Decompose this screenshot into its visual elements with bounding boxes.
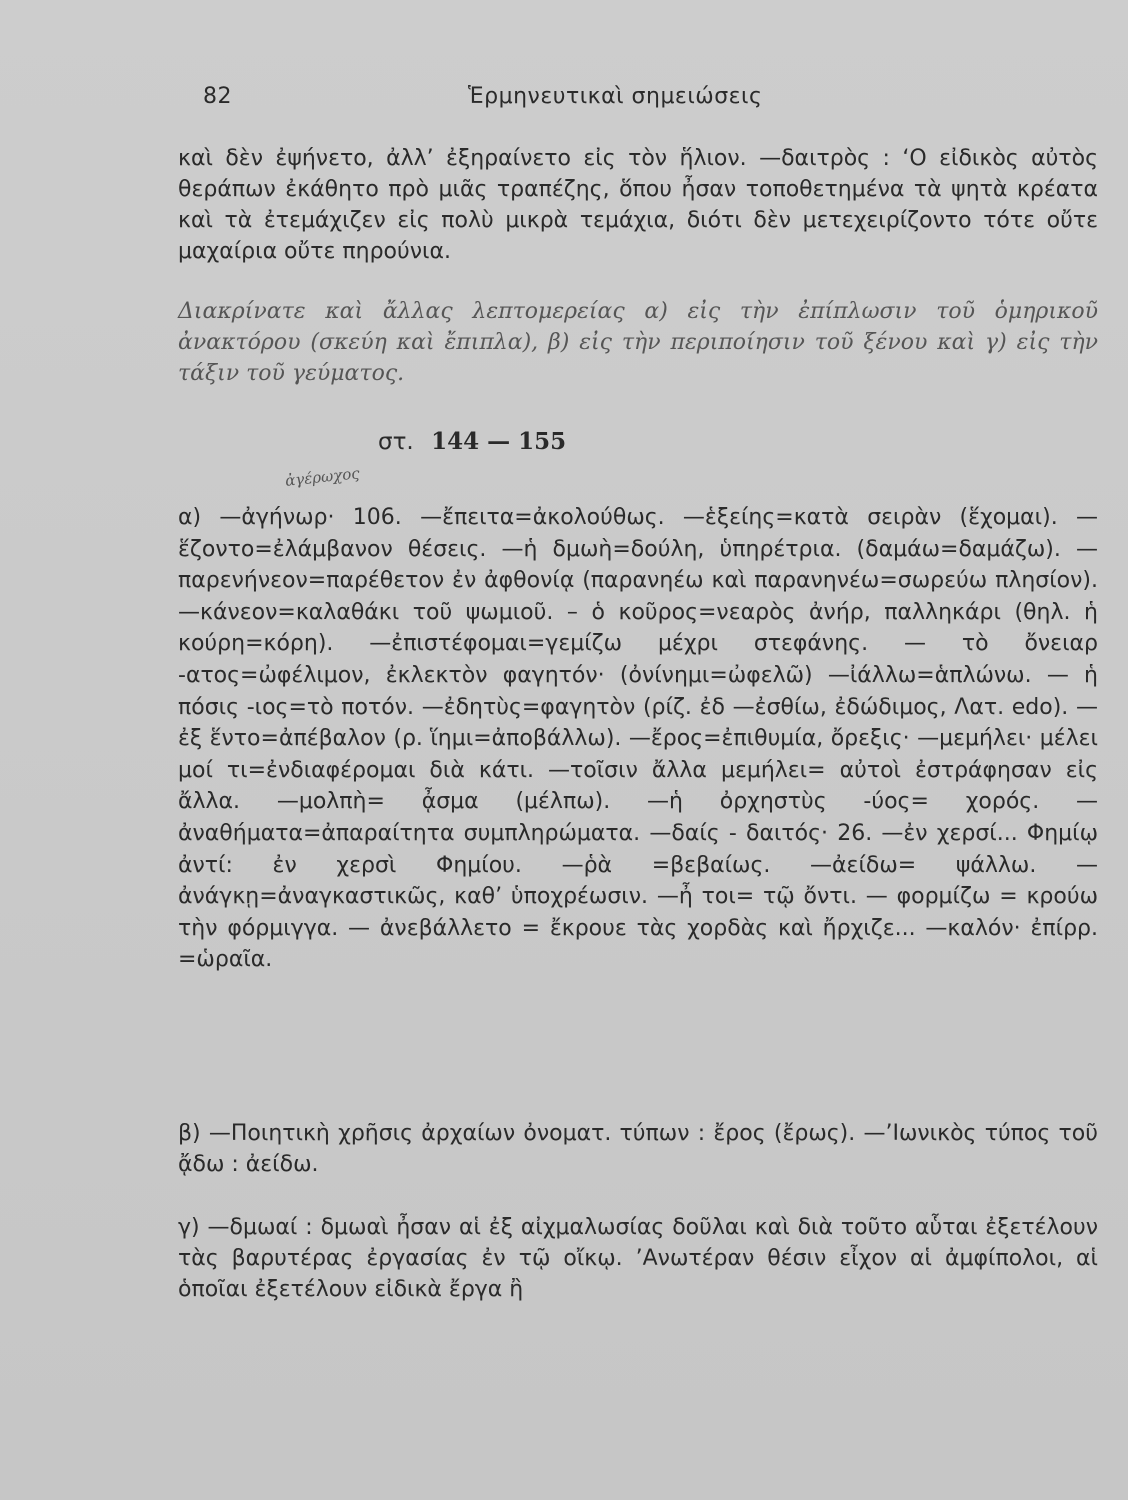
paragraph-text: γ) —δμωαί : δμωαὶ ἦσαν αἱ ἐξ αἰχμαλωσίας δοῦλαι καὶ διὰ τοῦτο αὗται ἐξετέλουν τὰς βαρυτέρας ἐργασίας ἐν τῷ οἴκῳ. ’Ανωτέραν θέσιν εἶχον αἱ ἀμφίπολοι, αἱ ὁποῖαι ἐξετέλουν εἰδικὰ ἔργα ἢ — [178, 1215, 1098, 1302]
paragraph-text: καὶ δὲν ἐψήνετο, ἀλλ’ ἐξηραίνετο εἰς τὸν ἥλιον. —δαιτρὸς : ‘Ο εἰδικὸς αὐτὸς θεράπων ἐκάθητο πρὸ μιᾶς τραπέζης, ὅπου ἦσαν τοποθετημένα τὰ ψητὰ κρέατα καὶ τὰ ἐτεμάχιζεν εἰς πολὺ μικρὰ τεμάχια, διότι δὲν μετεχειρίζοντο τότε οὔτε μαχαίρια οὔτε πηρούνια. — [178, 146, 1098, 264]
page-header — [203, 84, 903, 124]
paragraph-daitros — [178, 143, 1098, 267]
paragraph-text: Διακρίνατε καὶ ἄλλας λεπτομερείας α) εἰς τὴν ἐπίπλωσιν τοῦ ὁμηρικοῦ ἀνακτόρου (σκεύη καὶ ἔπιπλα), β) εἰς τὴν περιποίησιν τοῦ ξένου καὶ γ) εἰς τὴν τάξιν τοῦ γεύματος. — [178, 299, 1098, 386]
paragraph-text: α) —ἀγήνωρ· 106. —ἔπειτα=ἀκολούθως. —ἑξείης=κατὰ σειρὰν (ἕχομαι). —ἕζοντο=ἐλάμβανον θέσεις. —ἡ δμωὴ=δούλη, ὑπηρέτρια. (δαμάω=δαμάζω). —παρενήνεον=παρέθετον ἐν ἀφθονίᾳ (παρανηέω καὶ παρανηνέω=σωρεύω πλησίον). —κάνεον=καλαθάκι τοῦ ψωμιοῦ. – ὁ κοῦρος=νεαρὸς ἀνήρ, παλληκάρι (θηλ. ἡ κούρη=κόρη). —ἐπιστέφομαι=γεμίζω μέχρι στεφάνης. — τὸ ὄνειαρ -ατος=ὠφέλιμον, ἐκλεκτὸν φαγητόν· (ὀνίνημι=ὠφελῶ) —ἰάλλω=ἁπλώνω. — ἡ πόσις -ιος=τὸ ποτόν. —ἐδητὺς=φαγητὸν (ρίζ. ἐδ —ἐσθίω, ἐδώδιμος, Λατ. edo). —ἐξ ἕντο=ἀπέβαλον (ρ. ἵημι=ἀποβάλλω). —ἔρος=ἐπιθυμία, ὄρεξις· —μεμήλει· μέλει μοί τι=ἐνδιαφέρομαι διὰ κάτι. —τοῖσιν ἄλλα μεμήλει= αὐτοὶ ἐστράφησαν εἰς ἄλλα. —μολπὴ= ᾆσμα (μέλπω). —ἡ ὀρχηστὺς -ύος= χορός. — ἀναθήματα=ἀπαραίτητα συμπληρώματα. —δαίς - δαιτός· 26. —ἐν χερσί... Φημίῳ ἀντί: ἐν χερσὶ Φημίου. —ῥὰ =βεβαίως. —ἀείδω= ψάλλω. —ἀνάγκῃ=ἀναγκαστικῶς, καθ’ ὑποχρέωσιν. —ἦ τοι= τῷ ὄντι. — φορμίζω = κρούω τὴν φόρμιγγα. — ἀνεβάλλετο = ἔκρουε τὰς χορδὰς καὶ ἤρχιζε... —καλόν· ἐπίρρ. =ὡραῖα. — [178, 505, 1098, 973]
page-number: 82 — [203, 84, 232, 109]
glossary-alpha — [178, 502, 1098, 976]
paragraph-text: β) —Ποιητικὴ χρῆσις ἀρχαίων ὀνοματ. τύπων : ἔρος (ἔρως). —’Ιωνικὸς τύπος τοῦ ᾄδω : ἀείδω. — [178, 1121, 1098, 1177]
section-range: 144 — 155 — [431, 428, 567, 455]
glossary-gamma — [178, 1212, 1098, 1305]
running-title: Ἑρμηνευτικαὶ σημειώσεις — [468, 84, 763, 109]
handwritten-annotation: ἀγέρωχος — [284, 464, 361, 490]
glossary-beta — [178, 1118, 1098, 1180]
section-heading — [378, 428, 778, 455]
section-prefix: στ. — [378, 429, 414, 455]
paragraph-exercise — [178, 296, 1098, 389]
